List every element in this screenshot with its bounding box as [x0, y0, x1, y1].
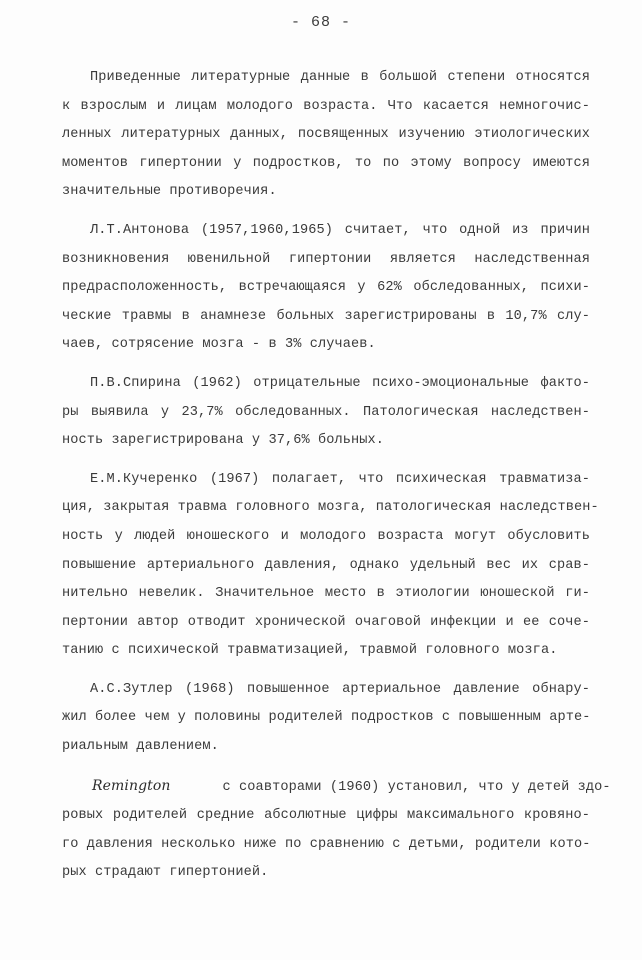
text-line: танию с психической травматизацией, травмой головного мозга. — [62, 643, 558, 659]
text-line: повышение артериального давления, однако удельный вес их срав- — [62, 557, 590, 573]
text-line: моментов гипертонии у подростков, то по этому вопросу имеются — [62, 155, 590, 171]
text-line: пертонии автор отводит хронической очаговой инфекции и ее соче- — [62, 614, 590, 630]
text-line: го давления несколько ниже по сравнению с детьми, родители кото- — [62, 836, 591, 852]
paragraph-4 — [62, 466, 599, 666]
text-line: жил более чем у половины родителей подростков с повышенным арте- — [62, 710, 591, 726]
paragraph-2 — [62, 217, 590, 360]
text-line: ность у людей юношеского и молодого возраста могут обусловить — [62, 528, 590, 544]
page-number: - 68 - — [290, 14, 351, 31]
text-line: рых страдают гипертонией. — [62, 865, 269, 881]
handwritten-name: Remington — [92, 777, 171, 794]
text-line: П.В.Спирина (1962) отрицательные психо-эмоциональные факто- — [90, 375, 590, 391]
paragraph-5 — [62, 676, 590, 762]
text-line: ленных литературных данных, посвященных изучению этиологических — [62, 127, 590, 143]
text-line: Е.М.Кучеренко (1967) полагает, что психическая травматиза- — [90, 471, 590, 487]
text-line: Л.Т.Антонова (1957,1960,1965) считает, что одной из причин — [90, 222, 590, 238]
text-line: ность зарегистрирована у 37,6% больных. — [62, 433, 385, 449]
paragraph-1 — [62, 64, 590, 207]
text-line: ровых родителей средние абсолютные цифры максимального кровяно- — [62, 808, 590, 824]
text-line-rest: с соавторами (1960) установил, что у детей здо- — [222, 779, 611, 795]
text-line: риальным давлением. — [62, 739, 219, 755]
text-line: Приведенные литературные данные в большой степени относятся — [90, 70, 590, 85]
paragraph-3 — [62, 370, 590, 456]
text-line: А.С.Зутлер (1968) повышенное артериальное давление обнару- — [90, 681, 590, 697]
text-line: к взрослым и лицам молодого возраста. Что касается немногочис- — [62, 98, 590, 114]
text-line: ция, закрытая травма головного мозга, патологическая наследствен- — [62, 500, 599, 516]
paragraph-6 — [62, 772, 611, 888]
text-line: ческие травмы в анамнезе больных зарегистрированы в 10,7% слу- — [62, 308, 590, 324]
body-text — [62, 64, 611, 898]
text-line: чаев, сотрясение мозга - в 3% случаев. — [62, 337, 376, 353]
text-line — [62, 772, 611, 803]
text-line: нительно невелик. Значительное место в этиологии юношеской ги- — [62, 586, 590, 602]
text-line: предрасположенность, встречающаяся у 62% обследованных, психи- — [62, 280, 590, 296]
text-line: значительные противоречия. — [62, 184, 277, 200]
text-line: возникновения ювенильной гипертонии является наследственная — [62, 251, 590, 267]
text-line: ры выявила у 23,7% обследованных. Патологическая наследствен- — [62, 404, 590, 420]
